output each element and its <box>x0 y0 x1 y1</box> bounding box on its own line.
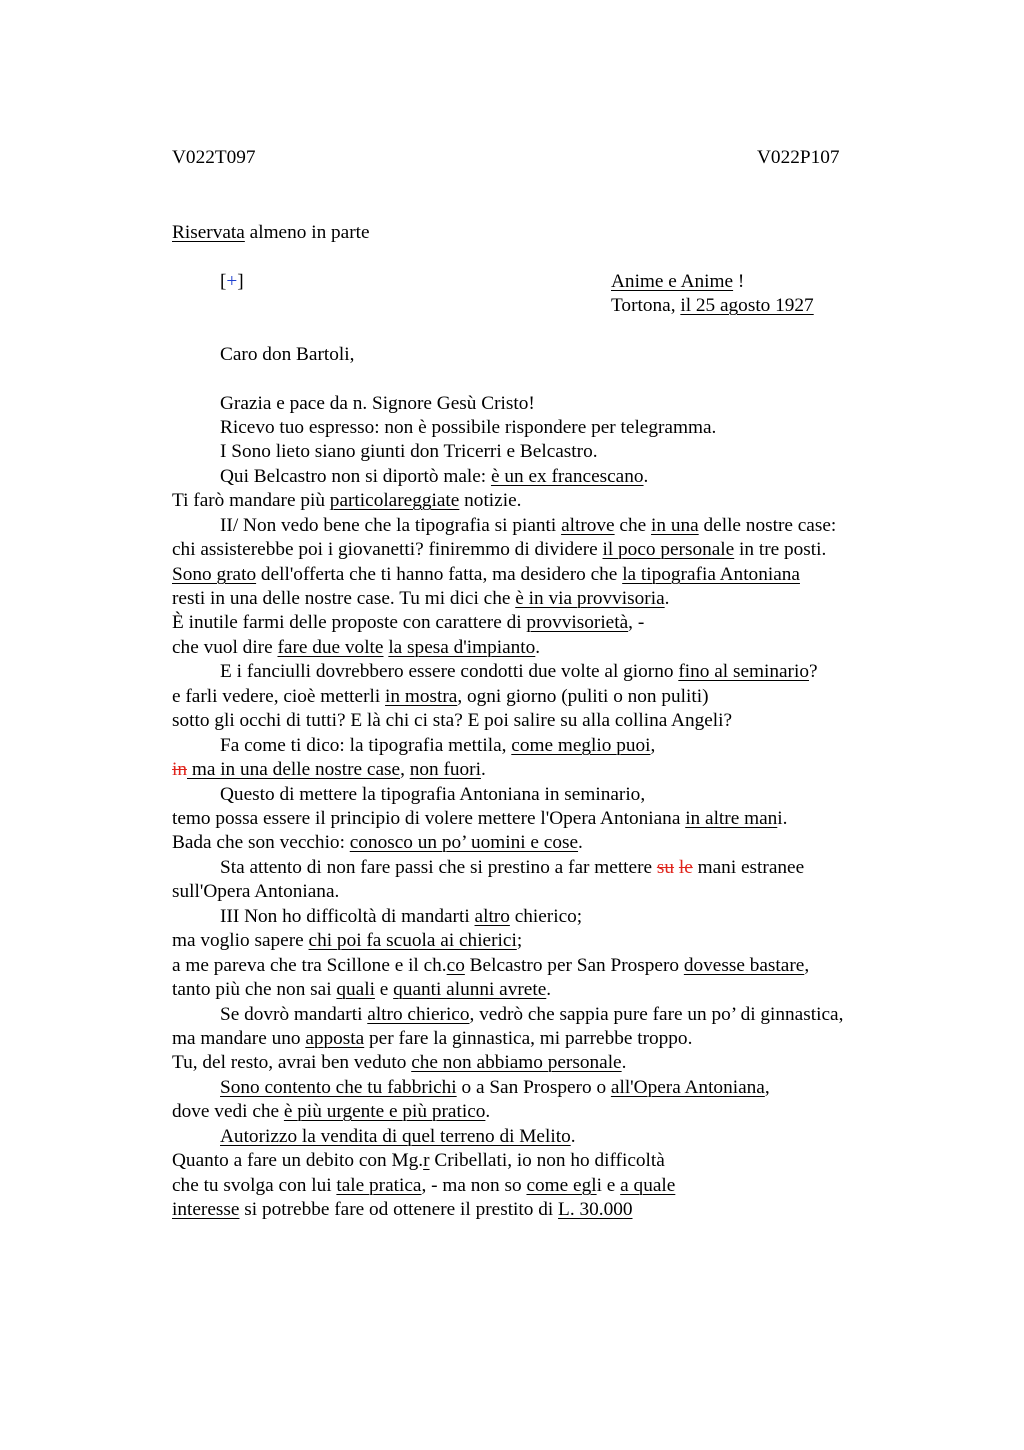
body-line <box>220 660 818 684</box>
text-run: Se dovrò mandarti <box>220 1004 368 1025</box>
confidential-word: Riservata <box>172 222 245 243</box>
text-run: Grazia e pace da n. Signore Gesù Cristo! <box>220 393 535 414</box>
deleted-text: in <box>172 759 187 780</box>
confidential-rest: almeno in parte <box>244 222 370 243</box>
text-run: tanto più che non sai <box>172 979 337 1000</box>
underlined-text: Sono contento che tu fabbrichi <box>220 1077 457 1098</box>
text-run: . <box>546 979 552 1000</box>
place-date <box>611 294 814 318</box>
body-line <box>220 783 645 807</box>
motto-text: Anime e Anime <box>611 271 734 292</box>
body-line <box>172 538 826 562</box>
text-run: E i fanciulli dovrebbero essere condotti due volte al giorno <box>220 661 679 682</box>
underlined-text: apposta <box>305 1028 365 1049</box>
body-line <box>220 905 582 929</box>
underlined-text: a quale <box>620 1175 676 1196</box>
text-run: Bada che son vecchio: <box>172 832 350 853</box>
text-run: o a San Prospero o <box>456 1077 611 1098</box>
deleted-text: su <box>656 857 675 878</box>
underlined-text: che non abbiamo personale <box>411 1052 622 1073</box>
text-run: . <box>578 832 583 853</box>
body-line <box>220 514 836 538</box>
body-line <box>172 1100 490 1124</box>
text-run: Tu, del resto, avrai ben veduto <box>172 1052 412 1073</box>
motto <box>611 270 744 294</box>
underlined-text: in altre man <box>685 808 778 829</box>
underlined-text: è in via provvisoria <box>515 588 665 609</box>
underlined-text: co <box>446 955 465 976</box>
underlined-text: in una <box>651 515 699 536</box>
body-line <box>172 880 339 904</box>
underlined-text: la tipografia Antoniana <box>622 564 800 585</box>
cross-icon: + <box>226 271 238 292</box>
text-run: chierico; <box>509 906 583 927</box>
body-line <box>172 807 787 831</box>
text-run: sotto gli occhi di tutti? E là chi ci sta? E poi salire su alla collina Angeli? <box>172 710 733 731</box>
body-line <box>220 734 655 758</box>
body-line <box>172 685 709 709</box>
text-run: che tu svolga con lui <box>172 1175 337 1196</box>
underlined-text: come egl <box>526 1175 597 1196</box>
body-line <box>172 587 669 611</box>
underlined-text: altrove <box>561 515 615 536</box>
body-line <box>172 954 809 978</box>
underlined-text: è un ex francescano <box>490 466 644 487</box>
text-run: delle nostre case: <box>698 515 837 536</box>
underlined-text: Sono grato <box>172 564 257 585</box>
confidential-note <box>172 221 370 245</box>
text-run: e farli vedere, cioè metterli <box>172 686 386 707</box>
body-line <box>172 1051 626 1075</box>
text-run: notizie. <box>459 490 522 511</box>
body-line <box>172 1198 633 1222</box>
body-line <box>220 1076 770 1100</box>
text-run: Qui Belcastro non si diportò male: <box>220 466 491 487</box>
underlined-text: non fuori <box>409 759 481 780</box>
body-line <box>172 636 540 660</box>
underlined-text: dovesse bastare <box>683 955 805 976</box>
text-run: II/ Non vedo bene che la tipografia si pianti <box>220 515 562 536</box>
text-run: Sta attento di non fare passi che si prestino a far mettere <box>220 857 657 878</box>
underlined-text: la spesa d'impianto <box>388 637 536 658</box>
underlined-text: ma in una delle nostre case <box>187 759 401 780</box>
text-run: ? <box>808 661 818 682</box>
text-run: I Sono lieto siano giunti don Tricerri e Belcastro. <box>220 441 598 462</box>
text-run: resti in una delle nostre case. Tu mi dici che <box>172 588 516 609</box>
text-run: per fare la ginnastica, mi parrebbe troppo. <box>364 1028 693 1049</box>
underlined-text: fare due volte <box>277 637 384 658</box>
body-line <box>220 440 598 464</box>
text-run: , - <box>628 612 645 633</box>
body-line <box>220 465 648 489</box>
underlined-text: L. 30.000 <box>558 1199 633 1220</box>
underlined-text: altro <box>474 906 510 927</box>
text-run: sull'Opera Antoniana. <box>172 881 340 902</box>
text-run: si potrebbe fare od ottenere il prestito di <box>239 1199 559 1220</box>
body-line <box>172 978 551 1002</box>
document-code-right: V022P107 <box>757 147 840 168</box>
underlined-text: come meglio puoi <box>511 735 651 756</box>
underlined-text: Autorizzo la vendita di quel terreno di Melito <box>220 1126 571 1147</box>
text-run: a me pareva che tra Scillone e il ch. <box>172 955 447 976</box>
text-run: . <box>570 1126 576 1147</box>
text-run: mani estranee <box>692 857 805 878</box>
text-run: Quanto a fare un debito con Mg. <box>172 1150 424 1171</box>
text-run: temo possa essere il principio di volere mettere l'Opera Antoniana <box>172 808 686 829</box>
body-line <box>172 929 522 953</box>
cross-mark <box>220 270 244 294</box>
underlined-text: tale pratica <box>336 1175 422 1196</box>
text-run: , - ma non so <box>421 1175 527 1196</box>
text-run: , <box>650 735 656 756</box>
text-run: Belcastro per San Prospero <box>464 955 684 976</box>
text-run: , <box>804 955 810 976</box>
underlined-text: r <box>423 1150 430 1171</box>
text-run: Ti farò mandare più <box>172 490 330 511</box>
greeting: Caro don Bartoli, <box>220 344 355 365</box>
body-line <box>172 1174 675 1198</box>
text-run: III Non ho difficoltà di mandarti <box>220 906 475 927</box>
bracket-close: ] <box>237 271 244 292</box>
text-run: . <box>664 588 670 609</box>
underlined-text: altro chierico <box>367 1004 470 1025</box>
body-line <box>220 392 535 416</box>
text-run: Questo di mettere la tipografia Antoniana in seminario, <box>220 784 646 805</box>
text-run: . <box>535 637 541 658</box>
underlined-text: chi poi fa scuola ai chierici <box>308 930 517 951</box>
underlined-text: provvisorietà <box>526 612 629 633</box>
text-run: ma mandare uno <box>172 1028 306 1049</box>
underlined-text: quanti alunni avrete <box>393 979 547 1000</box>
underlined-text: conosco un po’ uomini e cose <box>349 832 579 853</box>
underlined-text: particolareggiate <box>329 490 460 511</box>
text-run: in tre posti. <box>734 539 827 560</box>
body-line <box>172 831 583 855</box>
underlined-text: fino al seminario <box>678 661 809 682</box>
motto-exclaim: ! <box>733 271 745 292</box>
text-run: . <box>480 759 486 780</box>
text-run: . <box>485 1101 491 1122</box>
body-line <box>220 1125 576 1149</box>
document-code-left: V022T097 <box>172 147 256 168</box>
body-line <box>172 489 521 513</box>
text-run: . <box>643 466 649 487</box>
text-run: , <box>400 759 410 780</box>
underlined-text: all'Opera Antoniana <box>610 1077 765 1098</box>
text-run: i e <box>596 1175 621 1196</box>
body-line <box>172 611 644 635</box>
underlined-text: il poco personale <box>602 539 735 560</box>
text-run: Cribellati, io non ho difficoltà <box>429 1150 665 1171</box>
date: il 25 agosto 1927 <box>680 295 814 316</box>
body-line <box>172 1027 692 1051</box>
body-line <box>220 1003 843 1027</box>
text-run: , vedrò che sappia pure fare un po’ di ginnastica, <box>469 1004 844 1025</box>
text-run: Ricevo tuo espresso: non è possibile rispondere per telegramma. <box>220 417 717 438</box>
text-run: , <box>764 1077 770 1098</box>
bracket-open: [ <box>220 271 227 292</box>
text-run: chi assisterebbe poi i giovanetti? finiremmo di dividere <box>172 539 603 560</box>
text-run: dove vedi che <box>172 1101 284 1122</box>
underlined-text: quali <box>336 979 375 1000</box>
body-line <box>172 563 800 587</box>
text-run: , ogni giorno (puliti o non puliti) <box>457 686 709 707</box>
deleted-text: le <box>678 857 693 878</box>
underlined-text: in mostra <box>385 686 458 707</box>
underlined-text: è più urgente e più pratico <box>283 1101 486 1122</box>
body-line <box>172 758 486 782</box>
text-run: ma voglio sapere <box>172 930 309 951</box>
text-run: che <box>614 515 652 536</box>
text-run: e <box>374 979 394 1000</box>
body-line <box>220 416 716 440</box>
text-run: che vuol dire <box>172 637 278 658</box>
body-line <box>172 1149 665 1173</box>
body-line <box>172 709 732 733</box>
text-run: ; <box>516 930 523 951</box>
place: Tortona, <box>611 295 681 316</box>
text-run: È inutile farmi delle proposte con carattere di <box>172 612 527 633</box>
body-line <box>220 856 804 880</box>
text-run: dell'offerta che ti hanno fatta, ma desidero che <box>256 564 623 585</box>
text-run: . <box>621 1052 627 1073</box>
text-run: i. <box>777 808 788 829</box>
underlined-text: interesse <box>172 1199 240 1220</box>
text-run: Fa come ti dico: la tipografia mettila, <box>220 735 512 756</box>
